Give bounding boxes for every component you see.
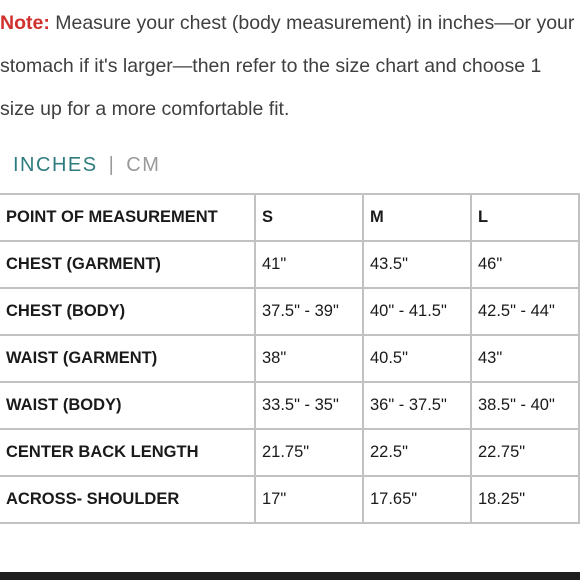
cell-size-m: 40" - 41.5" [363,288,471,335]
table-row-center-back-length [0,429,579,476]
row-label: WAIST (BODY) [0,382,255,429]
table-row-waist-garment [0,335,579,382]
cell-size-s: 41" [255,241,363,288]
unit-separator: | [108,154,116,176]
cell-size-s: 33.5" - 35" [255,382,363,429]
cell-size-s: 17" [255,476,363,523]
cell-size-l: 22.75" [471,429,579,476]
cell-size-l: 43" [471,335,579,382]
cell-size-m: 43.5" [363,241,471,288]
note-text: Measure your chest (body measurement) in inches—or your stomach if it's larger—then refer to the size chart and choose 1 size up for a more comfortable fit. [0,12,575,120]
cell-size-s: 21.75" [255,429,363,476]
size-chart-table [0,193,580,524]
cell-size-s: 37.5" - 39" [255,288,363,335]
header-size-s: S [255,194,363,241]
row-label: ACROSS- SHOULDER [0,476,255,523]
row-label: CENTER BACK LENGTH [0,429,255,476]
bottom-bar [0,572,580,580]
header-size-l: L [471,194,579,241]
unit-toggle [13,151,160,179]
cell-size-l: 46" [471,241,579,288]
note-label: Note: [0,12,50,34]
cell-size-s: 38" [255,335,363,382]
table-row-across-shoulder [0,476,579,523]
table-row-chest-garment [0,241,579,288]
row-label: CHEST (GARMENT) [0,241,255,288]
cell-size-l: 18.25" [471,476,579,523]
header-size-m: M [363,194,471,241]
unit-inches-tab[interactable]: INCHES [13,154,98,176]
header-point-of-measurement: POINT OF MEASUREMENT [0,194,255,241]
size-note [0,2,580,131]
table-row-waist-body [0,382,579,429]
row-label: CHEST (BODY) [0,288,255,335]
cell-size-l: 42.5" - 44" [471,288,579,335]
unit-cm-tab[interactable]: CM [126,154,161,176]
table-header-row [0,194,579,241]
cell-size-m: 17.65" [363,476,471,523]
cell-size-m: 40.5" [363,335,471,382]
table-row-chest-body [0,288,579,335]
cell-size-m: 22.5" [363,429,471,476]
cell-size-m: 36" - 37.5" [363,382,471,429]
cell-size-l: 38.5" - 40" [471,382,579,429]
row-label: WAIST (GARMENT) [0,335,255,382]
